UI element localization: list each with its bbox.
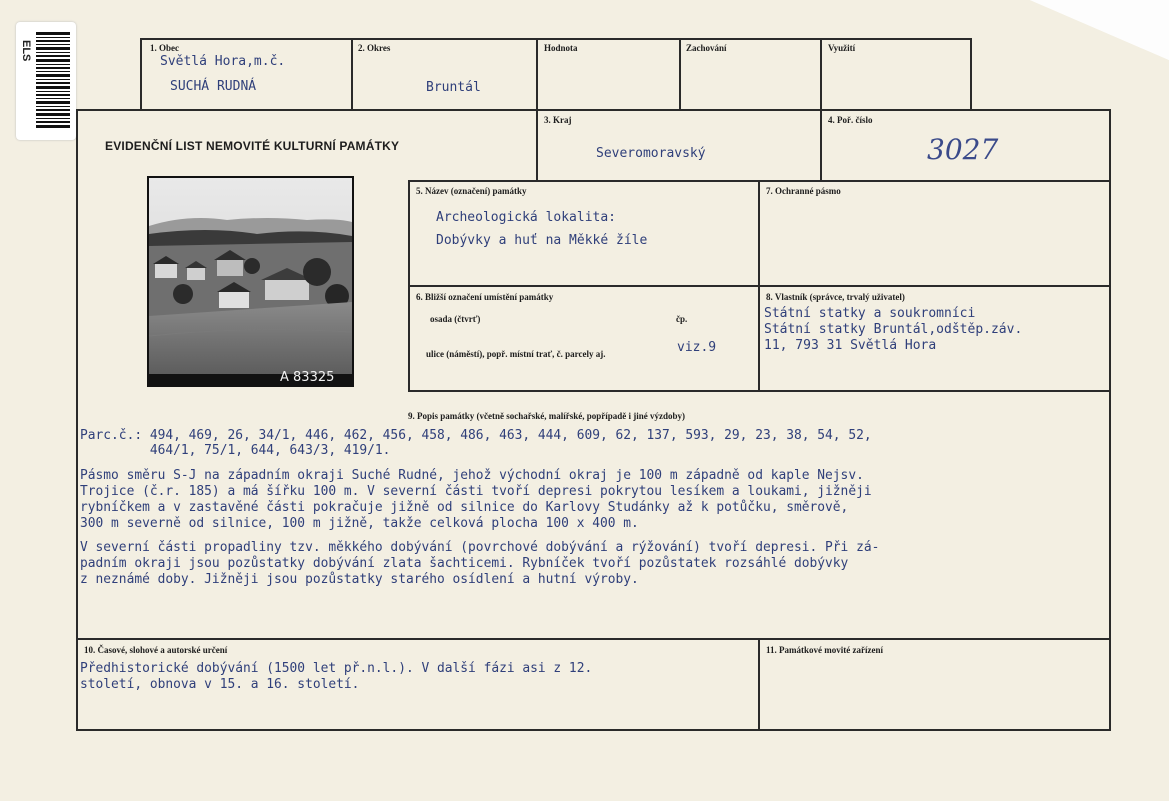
document-title: EVIDENČNÍ LIST NEMOVITÉ KULTURNÍ PAMÁTKY [105,139,400,153]
barcode-icon [36,32,70,128]
nazev-line2: Dobývky a huť na Měkké žíle [436,233,648,248]
description-p2-line1: V severní části propadliny tzv. měkkého dobývání (povrchové dobývání a rýžování) tvoří depresi. Při zá- [80,540,880,555]
vlastnik-line1: Státní statky a soukromníci [764,306,976,321]
kraj-label: 3. Kraj [544,115,572,125]
urceni-line1: Předhistorické dobývání (1500 let př.n.l.). V další fázi asi z 12. [80,661,593,676]
obec-label: 1. Obec [150,43,179,53]
kraj-value: Severomoravský [596,146,706,161]
description-p1-line2: Trojice (č.r. 185) a má šířku 100 m. V severní části tvoří depresi pokrytou lesíkem a loukami, jižněji [80,484,872,499]
obec-line1: Světlá Hora,m.č. [160,54,286,69]
ochranne-pasmo-label: 7. Ochranné pásmo [766,186,841,196]
zachovani-label: Zachování [686,43,727,53]
vyuziti-label: Využití [828,43,856,53]
description-p1-line4: 300 m severně od silnice, 100 m jižně, takže celková plocha 100 x 400 m. [80,516,639,531]
okres-label: 2. Okres [358,43,391,53]
description-p1-line3: rybníčkem a v zastavěné části pokračuje jižně od silnice do Karlovy Studánky až k potůčku, směrově, [80,500,849,515]
nazev-label: 5. Název (označení) památky [416,186,527,196]
field-ochranne-pasmo [758,180,1111,287]
por-cislo-value: 3027 [927,133,999,166]
description-p1-line1: Pásmo směru S-J na západním okraji Suché Rudné, jehož východní okraj je 100 m západně od kaple Nejsv. [80,468,864,483]
vlastnik-line2: Státní statky Bruntál,odštěp.záv. [764,322,1023,337]
description-p2-line3: z neznámé doby. Jižněji jsou pozůstatky starého osídlení a hutní výroby. [80,572,639,587]
parcel-line-2: 464/1, 75/1, 644, 643/3, 419/1. [80,443,391,458]
nazev-line1: Archeologická lokalita: [436,210,617,225]
description-p2-line2: padním okraji jsou pozůstatky dobývání zlata šachticemi. Rybníček tvoří pozůstatek rozsáhlé dobývky [80,556,849,571]
hodnota-label: Hodnota [544,43,578,53]
barcode-label: ELS [20,40,32,62]
ulice-label: ulice (náměstí), popř. místní trať, č. parcely aj. [426,349,606,359]
okres-value: Bruntál [426,80,481,95]
parcel-line-1: Parc.č.: 494, 469, 26, 34/1, 446, 462, 456, 458, 486, 463, 444, 609, 62, 137, 593, 29, 23, 38, 54, 52, [80,428,872,443]
obec-line2: SUCHÁ RUDNÁ [170,79,257,94]
osada-label: osada (čtvrť) [430,314,481,324]
vlastnik-label: 8. Vlastník (správce, trvalý uživatel) [766,292,905,302]
urceni-label: 10. Časové, slohové a autorské určení [84,645,228,655]
urceni-line2: století, obnova v 15. a 16. století. [80,677,360,692]
vlastnik-line3: 11, 793 31 Světlá Hora [764,338,937,353]
cp-label: čp. [676,314,688,324]
por-cislo-label: 4. Poř. číslo [828,115,873,125]
photo-number: A 83325 [280,370,335,385]
movite-zarizeni-label: 11. Památkové movité zařízení [766,645,883,655]
umisteni-value: viz.9 [677,340,717,355]
umisteni-label: 6. Bližší označení umístění památky [416,292,554,302]
village-photo-image [147,176,354,387]
barcode-sticker [16,22,76,140]
photo [147,176,354,387]
popis-label: 9. Popis památky (včetně sochařské, malířské, popřípadě i jiné výzdoby) [408,411,686,421]
